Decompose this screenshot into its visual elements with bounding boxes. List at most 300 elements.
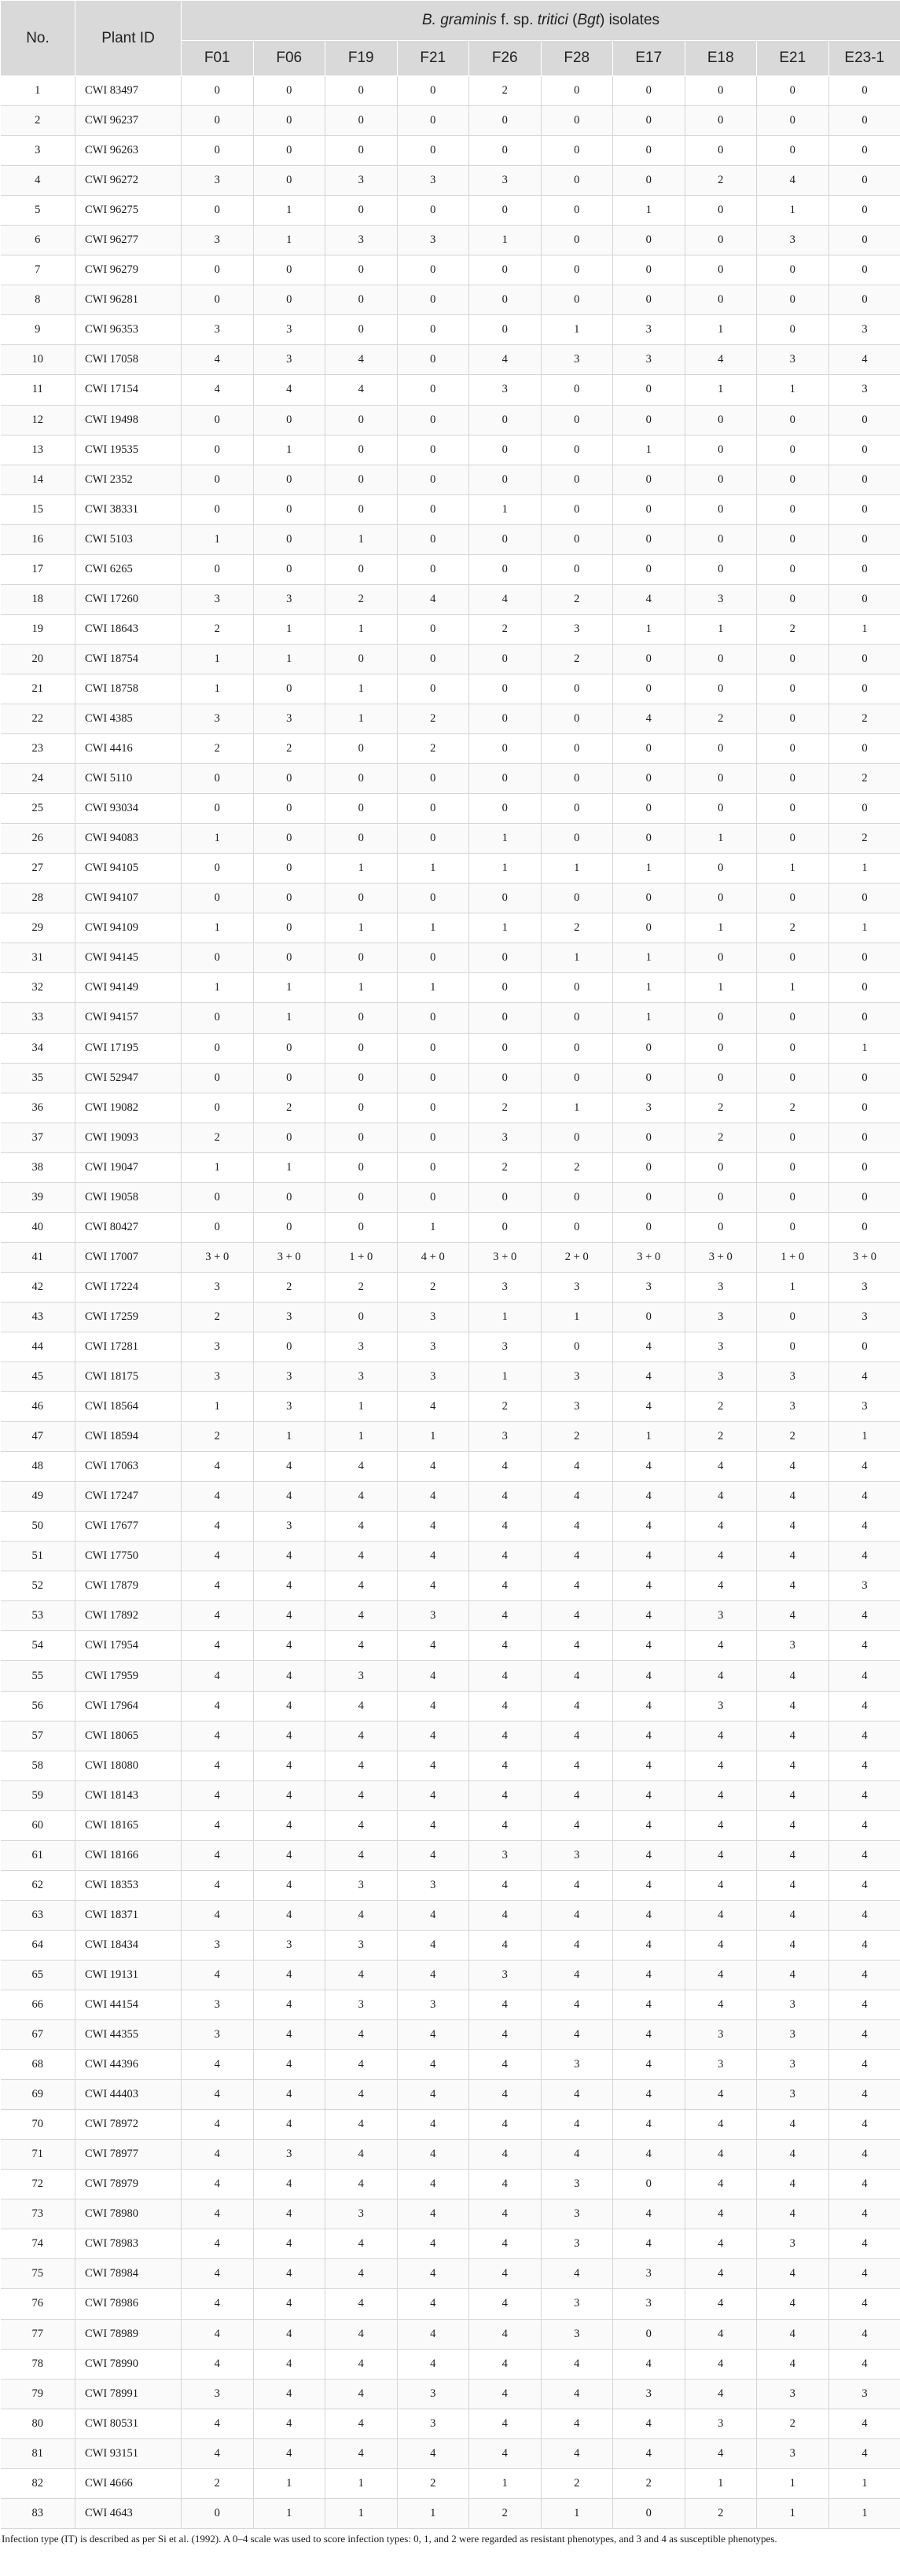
infection-type-cell: 4: [757, 1482, 829, 1512]
row-number: 78: [1, 2349, 75, 2379]
infection-type-cell: 4: [182, 2259, 254, 2289]
plant-id-cell: CWI 18643: [75, 614, 182, 644]
infection-type-cell: 1: [828, 2468, 900, 2498]
infection-type-cell: 4: [613, 2110, 685, 2140]
table-row: [1, 166, 900, 196]
infection-type-cell: 4: [182, 1631, 254, 1661]
infection-type-cell: 4: [685, 1452, 757, 1482]
infection-type-cell: 1: [469, 1362, 542, 1392]
infection-type-cell: 0: [397, 794, 469, 824]
infection-type-cell: 1: [182, 1392, 254, 1422]
infection-type-cell: 4: [828, 1870, 900, 1900]
infection-type-cell: 2: [541, 913, 613, 943]
infection-type-cell: 4: [325, 1691, 398, 1721]
infection-type-cell: 4: [182, 1601, 254, 1631]
infection-type-cell: 0: [397, 943, 469, 973]
row-number: 57: [1, 1721, 75, 1751]
infection-type-cell: 1: [325, 2498, 398, 2528]
infection-type-cell: 0: [613, 465, 685, 494]
plant-id-cell: CWI 17879: [75, 1571, 182, 1601]
plant-id-cell: CWI 18353: [75, 1870, 182, 1900]
table-row: [1, 1601, 900, 1631]
infection-type-cell: 4: [253, 1482, 325, 1512]
infection-type-cell: 3: [182, 584, 254, 614]
infection-type-cell: 0: [253, 674, 325, 704]
infection-type-cell: 0: [613, 2319, 685, 2349]
infection-type-cell: 4: [541, 2438, 613, 2468]
row-number: 80: [1, 2409, 75, 2438]
infection-type-cell: 1: [685, 973, 757, 1003]
infection-type-cell: 4: [757, 1691, 829, 1721]
infection-type-cell: 3: [325, 1990, 398, 2020]
row-number: 6: [1, 226, 75, 255]
infection-type-cell: 4: [253, 1960, 325, 1990]
infection-type-cell: 0: [397, 465, 469, 494]
infection-type-cell: 4: [828, 2110, 900, 2140]
infection-type-cell: 0: [469, 554, 542, 584]
infection-type-cell: 3: [182, 2379, 254, 2409]
infection-type-cell: 0: [828, 644, 900, 674]
infection-type-cell: 4: [397, 1930, 469, 1960]
infection-type-cell: 4: [397, 2140, 469, 2170]
infection-type-cell: 4: [828, 2259, 900, 2289]
infection-type-cell: 2: [541, 584, 613, 614]
infection-type-cell: 4: [469, 1721, 542, 1751]
row-number: 32: [1, 973, 75, 1003]
infection-type-cell: 4: [182, 2080, 254, 2110]
infection-type-cell: 3: [613, 2379, 685, 2409]
row-number: 51: [1, 1542, 75, 1571]
row-number: 15: [1, 494, 75, 524]
infection-type-cell: 0: [685, 1063, 757, 1093]
infection-type-cell: 1: [182, 674, 254, 704]
table-row: [1, 1332, 900, 1361]
infection-type-cell: 0: [685, 674, 757, 704]
infection-type-cell: 0: [182, 76, 254, 106]
infection-type-cell: 4: [469, 2289, 542, 2319]
infection-type-cell: 4: [253, 2319, 325, 2349]
infection-type-cell: 4: [828, 2319, 900, 2349]
infection-type-cell: 0: [469, 1182, 542, 1212]
infection-type-cell: 0: [757, 764, 829, 794]
table-row: [1, 1721, 900, 1751]
infection-type-cell: 0: [182, 1063, 254, 1093]
infection-type-cell: 3: [757, 2020, 829, 2050]
infection-type-cell: 3: [541, 1392, 613, 1422]
infection-type-cell: 4: [685, 2080, 757, 2110]
header-isolate: E21: [757, 41, 829, 76]
infection-type-cell: 0: [613, 106, 685, 136]
infection-type-cell: 1: [397, 1212, 469, 1242]
infection-type-cell: 4: [397, 2170, 469, 2199]
infection-type-cell: 0: [828, 884, 900, 913]
infection-type-cell: 4: [397, 2289, 469, 2319]
table-row: [1, 2319, 900, 2349]
header-no: No.: [1, 1, 75, 76]
infection-type-cell: 0: [182, 1212, 254, 1242]
infection-type-cell: 4: [685, 2110, 757, 2140]
table-row: [1, 2498, 900, 2528]
row-number: 39: [1, 1182, 75, 1212]
infection-type-cell: 0: [541, 226, 613, 255]
infection-type-cell: 3: [182, 1930, 254, 1960]
infection-type-cell: 1: [541, 854, 613, 884]
infection-type-cell: 4: [325, 2379, 398, 2409]
infection-type-cell: 0: [757, 315, 829, 345]
infection-type-cell: 4: [828, 2050, 900, 2080]
infection-type-cell: 0: [828, 794, 900, 824]
infection-type-cell: 0: [541, 196, 613, 226]
infection-type-cell: 1: [253, 226, 325, 255]
infection-type-cell: 0: [828, 973, 900, 1003]
infection-type-cell: 4: [325, 1721, 398, 1751]
infection-type-cell: 4: [613, 704, 685, 733]
infection-type-cell: 0: [613, 375, 685, 405]
row-number: 68: [1, 2050, 75, 2080]
infection-type-cell: 0: [828, 1003, 900, 1033]
infection-type-cell: 4: [182, 2110, 254, 2140]
infection-type-cell: 0: [541, 1033, 613, 1063]
infection-type-cell: 0: [182, 554, 254, 584]
row-number: 5: [1, 196, 75, 226]
infection-type-cell: 1: [828, 614, 900, 644]
infection-type-cell: 0: [469, 255, 542, 285]
infection-type-cell: 4: [469, 2080, 542, 2110]
infection-type-cell: 3: [541, 2050, 613, 2080]
row-number: 79: [1, 2379, 75, 2409]
infection-type-cell: 4: [613, 2140, 685, 2170]
infection-type-cell: 3: [469, 1840, 542, 1870]
plant-id-cell: CWI 17058: [75, 345, 182, 375]
infection-type-cell: 4: [325, 1810, 398, 1840]
infection-type-cell: 4: [685, 2170, 757, 2199]
table-row: [1, 1452, 900, 1482]
infection-type-cell: 4: [613, 1601, 685, 1631]
infection-type-cell: 3: [325, 1332, 398, 1361]
infection-type-cell: 4: [828, 1452, 900, 1482]
infection-type-cell: 2 + 0: [541, 1242, 613, 1272]
infection-type-cell: 1: [613, 614, 685, 644]
infection-type-cell: 4: [541, 1512, 613, 1542]
infection-type-cell: 2: [541, 1422, 613, 1452]
infection-type-cell: 0: [182, 405, 254, 435]
infection-type-cell: 0: [613, 2498, 685, 2528]
infection-type-cell: 4: [613, 2438, 685, 2468]
infection-type-cell: 2: [828, 764, 900, 794]
infection-type-cell: 0: [685, 76, 757, 106]
infection-type-cell: 0: [397, 196, 469, 226]
infection-type-cell: 4: [685, 1721, 757, 1751]
forma-specialis-name: tritici: [537, 12, 568, 28]
infection-type-cell: 0: [397, 614, 469, 644]
infection-type-cell: 3: [325, 1661, 398, 1691]
plant-id-cell: CWI 44396: [75, 2050, 182, 2080]
row-number: 7: [1, 255, 75, 285]
infection-type-cell: 4: [757, 1810, 829, 1840]
infection-type-cell: 0: [182, 2498, 254, 2528]
infection-type-cell: 3: [541, 2289, 613, 2319]
infection-type-cell: 0: [828, 405, 900, 435]
infection-type-cell: 3: [469, 1960, 542, 1990]
infection-type-cell: 4: [469, 1990, 542, 2020]
infection-type-cell: 3: [182, 704, 254, 733]
infection-type-cell: 4: [757, 2349, 829, 2379]
infection-type-cell: 0: [685, 1212, 757, 1242]
infection-type-cell: 0: [613, 794, 685, 824]
infection-type-cell: 2: [182, 1123, 254, 1152]
infection-type-cell: 0: [541, 1123, 613, 1152]
infection-type-cell: 0: [541, 1332, 613, 1361]
infection-type-cell: 0: [325, 196, 398, 226]
infection-type-cell: 3: [541, 2199, 613, 2229]
infection-type-cell: 2: [469, 1152, 542, 1182]
plant-id-cell: CWI 52947: [75, 1063, 182, 1093]
infection-type-cell: 4: [828, 345, 900, 375]
infection-type-cell: 4: [397, 1482, 469, 1512]
infection-type-cell: 0: [541, 255, 613, 285]
table-row: [1, 1123, 900, 1152]
infection-type-cell: 1: [469, 854, 542, 884]
infection-type-cell: 0: [685, 554, 757, 584]
infection-type-cell: 0: [182, 196, 254, 226]
infection-type-cell: 4: [828, 1362, 900, 1392]
infection-type-cell: 0: [253, 465, 325, 494]
infection-type-cell: 0: [182, 106, 254, 136]
infection-type-cell: 3: [182, 315, 254, 345]
infection-type-cell: 1: [253, 2498, 325, 2528]
infection-type-cell: 4: [613, 1362, 685, 1392]
infection-type-cell: 0: [397, 345, 469, 375]
infection-type-cell: 4: [685, 1870, 757, 1900]
infection-type-cell: 4: [469, 2349, 542, 2379]
infection-type-cell: 4: [325, 2319, 398, 2349]
row-number: 41: [1, 1242, 75, 1272]
infection-type-cell: 4: [757, 1930, 829, 1960]
infection-type-cell: 2: [757, 2409, 829, 2438]
infection-type-cell: 0: [828, 494, 900, 524]
plant-id-cell: CWI 17260: [75, 584, 182, 614]
infection-type-cell: 0: [325, 1212, 398, 1242]
infection-type-cell: 0: [613, 285, 685, 315]
row-number: 52: [1, 1571, 75, 1601]
infection-type-cell: 0: [828, 196, 900, 226]
infection-type-cell: 3: [541, 2229, 613, 2259]
infection-type-cell: 4: [397, 1512, 469, 1542]
table-row: [1, 764, 900, 794]
infection-type-cell: 4: [325, 1482, 398, 1512]
infection-type-cell: 2: [757, 614, 829, 644]
row-number: 82: [1, 2468, 75, 2498]
infection-type-cell: 0: [757, 1152, 829, 1182]
infection-type-cell: 4: [253, 1810, 325, 1840]
infection-type-cell: 0: [685, 255, 757, 285]
infection-type-cell: 0: [182, 465, 254, 494]
infection-type-cell: 0: [613, 644, 685, 674]
plant-id-cell: CWI 19498: [75, 405, 182, 435]
infection-type-cell: 3 + 0: [613, 1242, 685, 1272]
infection-type-cell: 0: [182, 435, 254, 465]
infection-type-cell: 4: [325, 345, 398, 375]
infection-type-cell: 4: [397, 1780, 469, 1810]
infection-type-cell: 1: [828, 1422, 900, 1452]
infection-type-cell: 4: [397, 1661, 469, 1691]
row-number: 59: [1, 1780, 75, 1810]
infection-type-cell: 4: [828, 1721, 900, 1751]
infection-type-cell: 4: [613, 1990, 685, 2020]
plant-id-cell: CWI 94105: [75, 854, 182, 884]
infection-type-cell: 4: [757, 1512, 829, 1542]
infection-type-cell: 0: [469, 973, 542, 1003]
infection-type-cell: 3: [469, 375, 542, 405]
table-row: [1, 1362, 900, 1392]
infection-type-cell: 3: [397, 1870, 469, 1900]
infection-type-cell: 0: [253, 1033, 325, 1063]
infection-type-cell: 4: [828, 2140, 900, 2170]
infection-type-cell: 0: [325, 1093, 398, 1123]
infection-type-cell: 1: [685, 913, 757, 943]
table-row: [1, 1152, 900, 1182]
infection-type-cell: 4: [182, 2438, 254, 2468]
infection-type-cell: 4: [541, 1482, 613, 1512]
infection-type-cell: 4: [828, 1601, 900, 1631]
infection-type-cell: 0: [828, 1332, 900, 1361]
infection-type-cell: 1: [613, 435, 685, 465]
infection-type-cell: 4: [613, 1661, 685, 1691]
infection-type-cell: 1: [541, 2498, 613, 2528]
infection-type-cell: 0: [253, 1332, 325, 1361]
plant-id-cell: CWI 44403: [75, 2080, 182, 2110]
infection-type-cell: 4: [397, 1900, 469, 1930]
infection-type-cell: 1: [613, 1422, 685, 1452]
infection-type-cell: 3: [757, 2080, 829, 2110]
infection-type-cell: 3: [828, 315, 900, 345]
infection-type-cell: 4: [613, 2409, 685, 2438]
plant-id-cell: CWI 18564: [75, 1392, 182, 1422]
infection-type-cell: 0: [685, 794, 757, 824]
infection-type-cell: 4: [469, 2110, 542, 2140]
table-row: [1, 824, 900, 854]
infection-type-cell: 3: [685, 1302, 757, 1332]
infection-type-cell: 0: [685, 494, 757, 524]
infection-type-cell: 0: [182, 794, 254, 824]
infection-type-cell: 4: [757, 2289, 829, 2319]
infection-type-cell: 0: [325, 285, 398, 315]
infection-type-cell: 1: [757, 1272, 829, 1302]
plant-id-cell: CWI 78990: [75, 2349, 182, 2379]
infection-type-cell: 3: [397, 2409, 469, 2438]
table-row: [1, 943, 900, 973]
infection-type-cell: 4: [469, 2409, 542, 2438]
plant-id-cell: CWI 78977: [75, 2140, 182, 2170]
infection-type-cell: 1: [253, 196, 325, 226]
plant-id-cell: CWI 18758: [75, 674, 182, 704]
infection-type-cell: 4: [397, 1840, 469, 1870]
infection-type-cell: 4: [469, 345, 542, 375]
infection-type-cell: 0: [541, 106, 613, 136]
infection-type-cell: 0: [469, 524, 542, 554]
infection-type-cell: 3: [253, 1302, 325, 1332]
row-number: 3: [1, 136, 75, 166]
infection-type-cell: 4: [182, 1721, 254, 1751]
infection-type-cell: 0: [253, 405, 325, 435]
table-row: [1, 794, 900, 824]
infection-type-cell: 4: [828, 1840, 900, 1870]
plant-id-cell: CWI 18754: [75, 644, 182, 674]
infection-type-cell: 4: [685, 2319, 757, 2349]
infection-type-cell: 3: [757, 2379, 829, 2409]
infection-type-cell: 1: [685, 375, 757, 405]
infection-type-cell: 4: [253, 1452, 325, 1482]
infection-type-cell: 0: [541, 704, 613, 733]
infection-type-cell: 4: [685, 2349, 757, 2379]
infection-type-cell: 4: [325, 1452, 398, 1482]
table-row: [1, 1900, 900, 1930]
plant-id-cell: CWI 19058: [75, 1182, 182, 1212]
infection-type-cell: 1: [757, 973, 829, 1003]
row-number: 61: [1, 1840, 75, 1870]
plant-id-cell: CWI 96237: [75, 106, 182, 136]
infection-type-cell: 4: [613, 1631, 685, 1661]
infection-type-cell: 2: [685, 1123, 757, 1152]
plant-id-cell: CWI 17007: [75, 1242, 182, 1272]
infection-type-cell: 0: [469, 285, 542, 315]
infection-type-cell: 4: [828, 2409, 900, 2438]
table-row: [1, 1810, 900, 1840]
plant-id-cell: CWI 6265: [75, 554, 182, 584]
infection-type-cell: 0: [397, 405, 469, 435]
infection-type-cell: 0: [325, 494, 398, 524]
infection-type-cell: 3: [757, 2229, 829, 2259]
plant-id-cell: CWI 17959: [75, 1661, 182, 1691]
infection-type-cell: 1: [325, 674, 398, 704]
infection-type-cell: 4: [757, 1721, 829, 1751]
infection-type-cell: 0: [253, 854, 325, 884]
infection-type-cell: 0: [828, 255, 900, 285]
infection-type-cell: 4: [828, 1661, 900, 1691]
row-number: 63: [1, 1900, 75, 1930]
infection-type-cell: 0: [325, 824, 398, 854]
row-number: 16: [1, 524, 75, 554]
infection-type-cell: 4: [541, 1810, 613, 1840]
infection-type-cell: 0: [541, 1212, 613, 1242]
infection-type-cell: 0: [253, 824, 325, 854]
infection-type-cell: 2: [397, 1272, 469, 1302]
infection-type-cell: 3: [253, 345, 325, 375]
infection-type-cell: 2: [685, 1422, 757, 1452]
infection-type-cell: 4: [397, 584, 469, 614]
infection-type-cell: 3: [182, 1332, 254, 1361]
infection-type-cell: 4: [541, 1990, 613, 2020]
table-row: [1, 136, 900, 166]
infection-type-cell: 0: [469, 943, 542, 973]
infection-type-cell: 4: [325, 2110, 398, 2140]
infection-type-cell: 4: [685, 1810, 757, 1840]
infection-type-cell: 0: [757, 674, 829, 704]
infection-type-cell: 4: [469, 1930, 542, 1960]
infection-type-cell: 1: [397, 1422, 469, 1452]
infection-type-cell: 3: [182, 2020, 254, 2050]
table-row: [1, 1691, 900, 1721]
infection-type-cell: 0: [325, 1302, 398, 1332]
row-number: 36: [1, 1093, 75, 1123]
infection-type-cell: 2: [397, 2468, 469, 2498]
infection-type-cell: 3: [253, 2140, 325, 2170]
row-number: 9: [1, 315, 75, 345]
row-number: 10: [1, 345, 75, 375]
infection-type-cell: 0: [397, 315, 469, 345]
row-number: 60: [1, 1810, 75, 1840]
table-row: [1, 1542, 900, 1571]
